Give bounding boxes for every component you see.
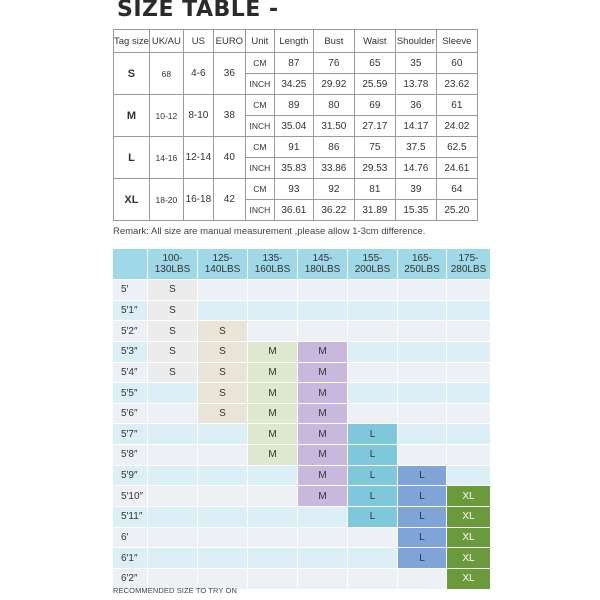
tag-size-cell: XL xyxy=(114,179,150,221)
size-cell xyxy=(148,486,198,507)
waist-cell: 25.59 xyxy=(354,74,395,95)
size-row-cm xyxy=(114,179,478,200)
weight-range-max: 250LBS xyxy=(404,264,440,275)
size-cell xyxy=(248,486,298,507)
size-cell: L xyxy=(398,507,447,528)
size-cell xyxy=(348,548,398,569)
size-cell xyxy=(248,280,298,301)
sleeve-cell: 25.20 xyxy=(436,200,477,221)
size-cell xyxy=(447,321,491,342)
size-cell xyxy=(248,321,298,342)
size-cell: L xyxy=(398,465,447,486)
weight-range-max: 280LBS xyxy=(450,264,487,275)
bust-cell: 76 xyxy=(313,53,354,74)
size-cell xyxy=(447,403,491,424)
size-cell xyxy=(398,568,447,589)
size-cell xyxy=(248,300,298,321)
size-cell xyxy=(398,300,447,321)
size-cell xyxy=(248,568,298,589)
size-cell xyxy=(298,507,348,528)
height-label: 6′ xyxy=(113,527,148,548)
uk-au-cell: 14-16 xyxy=(149,137,183,179)
size-cell xyxy=(348,383,398,404)
unit-cell: CM xyxy=(245,95,274,116)
size-cell xyxy=(198,300,248,321)
waist-cell: 75 xyxy=(354,137,395,158)
size-cell xyxy=(398,280,447,301)
height-row xyxy=(113,403,491,424)
weight-range-header xyxy=(298,249,348,280)
size-cell xyxy=(248,465,298,486)
size-cell xyxy=(198,507,248,528)
footer-note: RECOMMENDED SIZE TO TRY ON xyxy=(113,586,238,595)
size-row-cm xyxy=(114,53,478,74)
sleeve-cell: 64 xyxy=(436,179,477,200)
us-cell: 16-18 xyxy=(183,179,213,221)
shoulder-cell: 14.17 xyxy=(395,116,436,137)
length-cell: 91 xyxy=(274,137,313,158)
size-cell: S xyxy=(148,280,198,301)
weight-range-header xyxy=(148,249,198,280)
weight-range-max: 160LBS xyxy=(254,264,291,275)
waist-cell: 81 xyxy=(354,179,395,200)
corner-cell xyxy=(113,249,148,280)
bust-cell: 86 xyxy=(313,137,354,158)
size-cell: S xyxy=(198,362,248,383)
height-row xyxy=(113,383,491,404)
height-row xyxy=(113,548,491,569)
weight-range-header xyxy=(198,249,248,280)
unit-cell: INCH xyxy=(245,200,274,221)
column-header: Unit xyxy=(245,30,274,53)
size-cell: S xyxy=(198,403,248,424)
height-label: 5′9″ xyxy=(113,465,148,486)
size-cell xyxy=(198,280,248,301)
bust-cell: 36.22 xyxy=(313,200,354,221)
size-cell: M xyxy=(298,362,348,383)
size-cell xyxy=(148,403,198,424)
size-cell xyxy=(348,321,398,342)
height-label: 5′10″ xyxy=(113,486,148,507)
size-cell: M xyxy=(298,424,348,445)
size-cell: L xyxy=(348,465,398,486)
shoulder-cell: 36 xyxy=(395,95,436,116)
size-cell: XL xyxy=(447,548,491,569)
height-label: 5′7″ xyxy=(113,424,148,445)
size-table-header-row xyxy=(114,30,478,53)
size-cell xyxy=(348,527,398,548)
height-label: 5′ xyxy=(113,280,148,301)
height-row xyxy=(113,424,491,445)
size-chart-body xyxy=(113,280,491,590)
size-cell xyxy=(148,465,198,486)
size-cell xyxy=(148,424,198,445)
column-header: US xyxy=(183,30,213,53)
bust-cell: 80 xyxy=(313,95,354,116)
size-cell xyxy=(398,424,447,445)
height-row xyxy=(113,486,491,507)
size-cell: M xyxy=(298,465,348,486)
size-cell xyxy=(298,548,348,569)
length-cell: 34.25 xyxy=(274,74,313,95)
height-label: 5′11″ xyxy=(113,507,148,528)
height-row xyxy=(113,341,491,362)
weight-range-min: 100- xyxy=(162,253,183,264)
us-cell: 4-6 xyxy=(183,53,213,95)
page-title: SIZE TABLE - xyxy=(117,0,279,22)
bust-cell: 31.50 xyxy=(313,116,354,137)
size-cell xyxy=(148,445,198,466)
size-cell xyxy=(198,527,248,548)
size-cell xyxy=(298,568,348,589)
sleeve-cell: 24.61 xyxy=(436,158,477,179)
size-cell: XL xyxy=(447,507,491,528)
size-chart xyxy=(112,248,491,590)
uk-au-cell: 18-20 xyxy=(149,179,183,221)
size-table xyxy=(113,29,478,221)
size-cell xyxy=(348,341,398,362)
size-cell: M xyxy=(298,486,348,507)
size-cell xyxy=(148,383,198,404)
size-cell xyxy=(348,280,398,301)
size-cell xyxy=(398,341,447,362)
size-cell: M xyxy=(248,362,298,383)
size-cell: L xyxy=(348,507,398,528)
unit-cell: CM xyxy=(245,137,274,158)
size-cell xyxy=(447,445,491,466)
size-cell xyxy=(447,300,491,321)
weight-range-min: 135- xyxy=(262,253,283,264)
weight-range-min: 145- xyxy=(312,253,333,264)
column-header: Bust xyxy=(313,30,354,53)
weight-range-max: 180LBS xyxy=(304,264,341,275)
sleeve-cell: 61 xyxy=(436,95,477,116)
size-cell: XL xyxy=(447,527,491,548)
length-cell: 36.61 xyxy=(274,200,313,221)
size-cell: M xyxy=(298,341,348,362)
size-cell: M xyxy=(248,383,298,404)
size-cell xyxy=(398,445,447,466)
height-row xyxy=(113,445,491,466)
size-cell: S xyxy=(198,341,248,362)
size-row-cm xyxy=(114,137,478,158)
size-cell xyxy=(148,507,198,528)
shoulder-cell: 14.76 xyxy=(395,158,436,179)
bust-cell: 33.86 xyxy=(313,158,354,179)
height-label: 5′2″ xyxy=(113,321,148,342)
size-cell: S xyxy=(148,300,198,321)
column-header: Waist xyxy=(354,30,395,53)
size-cell: M xyxy=(298,403,348,424)
tag-size-cell: S xyxy=(114,53,150,95)
unit-cell: CM xyxy=(245,53,274,74)
height-row xyxy=(113,507,491,528)
waist-cell: 29.53 xyxy=(354,158,395,179)
weight-range-header xyxy=(398,249,447,280)
size-cell xyxy=(248,548,298,569)
size-cell: S xyxy=(148,362,198,383)
size-cell: L xyxy=(398,548,447,569)
weight-range-header xyxy=(248,249,298,280)
shoulder-cell: 13.78 xyxy=(395,74,436,95)
size-cell xyxy=(198,548,248,569)
uk-au-cell: 68 xyxy=(149,53,183,95)
size-cell: S xyxy=(198,321,248,342)
size-cell: M xyxy=(248,403,298,424)
waist-cell: 31.89 xyxy=(354,200,395,221)
size-cell xyxy=(398,403,447,424)
column-header: UK/AU xyxy=(149,30,183,53)
length-cell: 35.04 xyxy=(274,116,313,137)
us-cell: 12-14 xyxy=(183,137,213,179)
weight-range-header xyxy=(447,249,491,280)
unit-cell: INCH xyxy=(245,74,274,95)
shoulder-cell: 37.5 xyxy=(395,137,436,158)
size-cell xyxy=(447,424,491,445)
weight-range-min: 175- xyxy=(458,253,479,264)
size-cell: S xyxy=(198,383,248,404)
size-cell xyxy=(298,321,348,342)
length-cell: 35.83 xyxy=(274,158,313,179)
euro-cell: 36 xyxy=(213,53,245,95)
size-cell xyxy=(198,465,248,486)
size-cell xyxy=(398,321,447,342)
weight-range-max: 140LBS xyxy=(204,264,241,275)
size-cell xyxy=(198,424,248,445)
shoulder-cell: 39 xyxy=(395,179,436,200)
length-cell: 87 xyxy=(274,53,313,74)
waist-cell: 65 xyxy=(354,53,395,74)
height-row xyxy=(113,362,491,383)
weight-range-max: 130LBS xyxy=(154,264,191,275)
size-cell: XL xyxy=(447,568,491,589)
height-label: 5′5″ xyxy=(113,383,148,404)
size-cell: M xyxy=(298,383,348,404)
size-cell: S xyxy=(148,321,198,342)
shoulder-cell: 35 xyxy=(395,53,436,74)
euro-cell: 42 xyxy=(213,179,245,221)
size-cell xyxy=(447,341,491,362)
size-cell xyxy=(148,527,198,548)
size-cell xyxy=(298,527,348,548)
weight-range-min: 155- xyxy=(362,253,383,264)
tag-size-cell: M xyxy=(114,95,150,137)
size-cell: XL xyxy=(447,486,491,507)
size-cell: L xyxy=(348,424,398,445)
tag-size-cell: L xyxy=(114,137,150,179)
size-cell xyxy=(298,300,348,321)
sleeve-cell: 23.62 xyxy=(436,74,477,95)
size-cell xyxy=(348,362,398,383)
size-cell: L xyxy=(348,445,398,466)
height-row xyxy=(113,280,491,301)
height-row xyxy=(113,527,491,548)
bust-cell: 92 xyxy=(313,179,354,200)
size-cell: M xyxy=(298,445,348,466)
weight-range-min: 165- xyxy=(411,253,432,264)
size-cell xyxy=(348,568,398,589)
unit-cell: CM xyxy=(245,179,274,200)
size-cell: L xyxy=(398,486,447,507)
size-cell xyxy=(447,280,491,301)
size-cell xyxy=(348,403,398,424)
height-row xyxy=(113,300,491,321)
size-cell xyxy=(248,527,298,548)
shoulder-cell: 15.35 xyxy=(395,200,436,221)
weight-range-header xyxy=(348,249,398,280)
size-row-cm xyxy=(114,95,478,116)
length-cell: 89 xyxy=(274,95,313,116)
unit-cell: INCH xyxy=(245,116,274,137)
size-cell xyxy=(198,445,248,466)
euro-cell: 38 xyxy=(213,95,245,137)
size-cell: M xyxy=(248,424,298,445)
weight-header-row xyxy=(113,249,491,280)
height-row xyxy=(113,321,491,342)
uk-au-cell: 10-12 xyxy=(149,95,183,137)
weight-range-max: 200LBS xyxy=(354,264,391,275)
size-cell: L xyxy=(398,527,447,548)
column-header: Shoulder xyxy=(395,30,436,53)
euro-cell: 40 xyxy=(213,137,245,179)
column-header: EURO xyxy=(213,30,245,53)
sleeve-cell: 24.02 xyxy=(436,116,477,137)
column-header: Sleeve xyxy=(436,30,477,53)
height-label: 5′8″ xyxy=(113,445,148,466)
size-cell xyxy=(148,548,198,569)
size-cell xyxy=(298,280,348,301)
size-cell xyxy=(198,486,248,507)
weight-range-min: 125- xyxy=(212,253,233,264)
height-label: 5′6″ xyxy=(113,403,148,424)
bust-cell: 29.92 xyxy=(313,74,354,95)
size-cell: S xyxy=(148,341,198,362)
unit-cell: INCH xyxy=(245,158,274,179)
size-cell xyxy=(447,383,491,404)
height-label: 5′4″ xyxy=(113,362,148,383)
column-header: Tag size xyxy=(114,30,150,53)
size-cell xyxy=(447,362,491,383)
waist-cell: 69 xyxy=(354,95,395,116)
sleeve-cell: 60 xyxy=(436,53,477,74)
size-cell: M xyxy=(248,341,298,362)
length-cell: 93 xyxy=(274,179,313,200)
height-label: 6′1″ xyxy=(113,548,148,569)
height-label: 5′1″ xyxy=(113,300,148,321)
size-cell: M xyxy=(248,445,298,466)
size-cell xyxy=(398,362,447,383)
size-cell xyxy=(447,465,491,486)
height-label: 6′2″ xyxy=(113,568,148,589)
size-cell xyxy=(348,300,398,321)
size-cell: L xyxy=(348,486,398,507)
size-cell xyxy=(398,383,447,404)
height-row xyxy=(113,465,491,486)
column-header: Length xyxy=(274,30,313,53)
sleeve-cell: 62.5 xyxy=(436,137,477,158)
waist-cell: 27.17 xyxy=(354,116,395,137)
size-cell xyxy=(248,507,298,528)
height-label: 5′3″ xyxy=(113,341,148,362)
us-cell: 8-10 xyxy=(183,95,213,137)
remark-text: Remark: All size are manual measurement ,please allow 1-3cm difference. xyxy=(113,226,426,237)
size-table-body xyxy=(114,53,478,221)
